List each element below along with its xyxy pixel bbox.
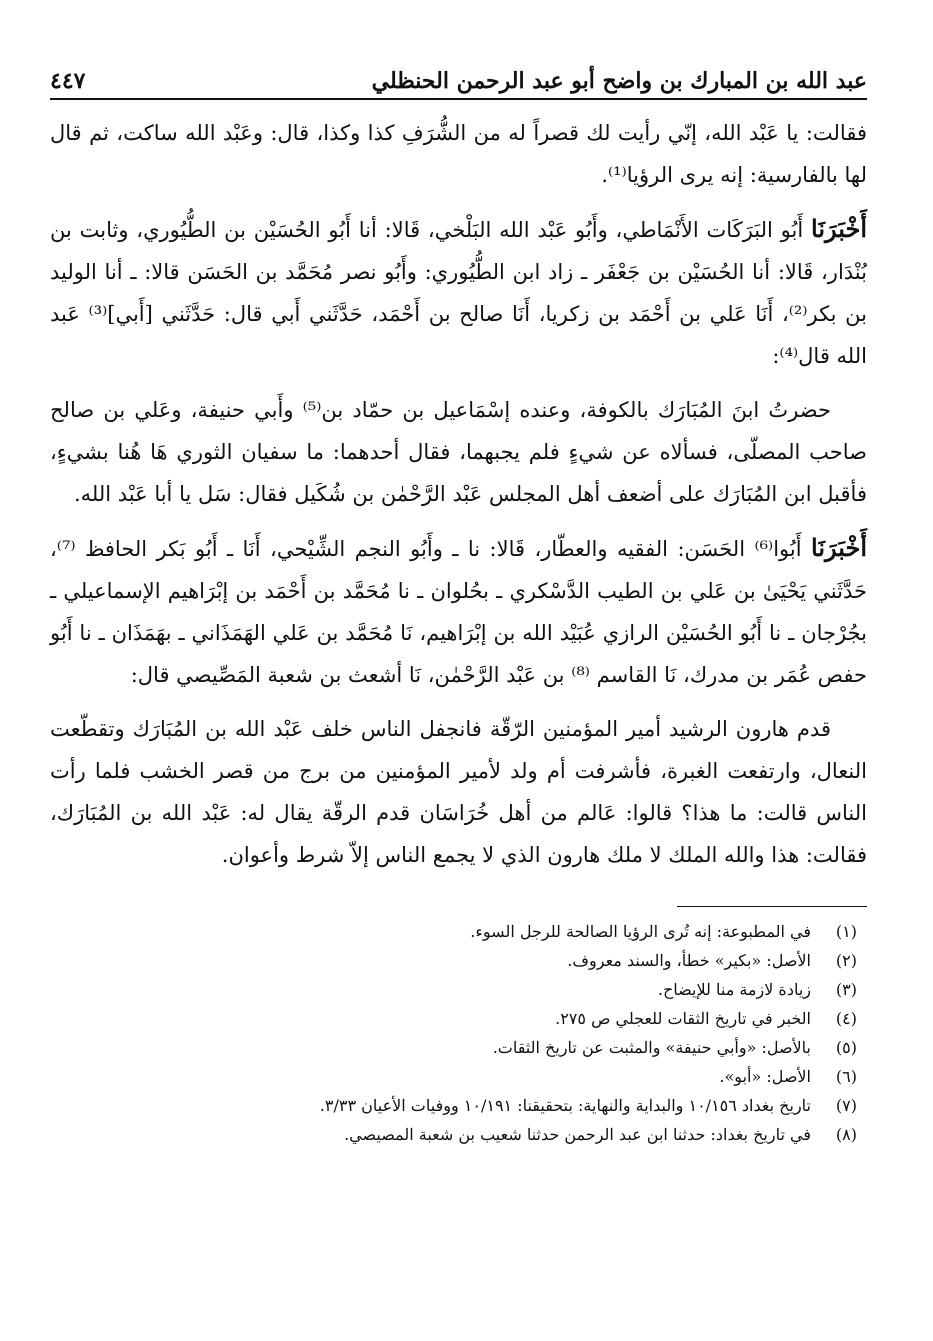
footnote — [50, 1091, 857, 1120]
footnote-text: بالأصل: «وأبي حنيفة» والمثبت عن تاريخ الثقات. — [492, 1038, 811, 1057]
footnote-number: (٦) — [835, 1067, 857, 1086]
footnote — [50, 1062, 857, 1091]
body-text — [50, 112, 867, 876]
footnote-text: الأصل: «بكير» خطأ، والسند معروف. — [567, 951, 811, 970]
footnote-text: في تاريخ بغداد: حدثنا ابن عبد الرحمن حدثنا شعيب بن شعبة المصيصي. — [344, 1125, 811, 1144]
footnote-divider — [677, 906, 867, 907]
page-number: ٤٤٧ — [50, 68, 86, 94]
footnote-number: (٣) — [835, 980, 857, 999]
footnote-text: تاريخ بغداد ١٠/١٥٦ والبداية والنهاية: بتحقيقنا: ١٠/١٩١ ووفيات الأعيان ٣/٣٣. — [319, 1096, 811, 1115]
paragraph-text: أَبُوا⁽⁶⁾ الحَسَن: الفقيه والعطّار، قَالا: نا ـ وأَبُو النجم الشِّيْحي، أَنَا ـ أَبُو بَكر الحافظ ⁽⁷⁾، حَدَّثَني يَحْيَىٰ بن عَلي بن الطيب الدَّسْكري ـ بحُلوان ـ نا مُحَمَّد بن أَحْمَد بن إبْرَاهيم الإسماعيلي ـ بجُرْجان ـ نا أَبُو الحُسَيْن الرازي عُبَيْد الله بن إبْرَاهيم، نَا مُحَمَّد بن عَلي الهَمَذَاني ـ بهَمَذَان ـ نا أَبُو حفص عُمَر بن مدرك، نَا القاسم ⁽⁸⁾ بن عَبْد الرَّحْمٰن، نَا أشعث بن شعبة المَصِّيصي قال: — [50, 537, 867, 687]
paragraph — [50, 527, 867, 696]
paragraph-text: فقالت: يا عَبْد الله، إنّي رأيت لك قصراً له من الشُّرَفِ كذا وكذا، قال: وعَبْد الله ساكت، ثم قال لها بالفارسية: إنه يرى الرؤيا⁽¹⁾. — [50, 121, 867, 187]
footnote-text: في المطبوعة: إنه تُرى الرؤيا الصالحة للرجل السوء. — [470, 922, 811, 941]
running-head — [50, 52, 867, 100]
paragraph — [50, 389, 867, 515]
paragraph — [50, 112, 867, 196]
footnote — [50, 975, 857, 1004]
footnotes — [50, 917, 867, 1149]
footnote-number: (٧) — [835, 1096, 857, 1115]
footnote-text: الخبر في تاريخ الثقات للعجلي ص ٢٧٥. — [555, 1009, 811, 1028]
paragraph-text: قدم هارون الرشيد أمير المؤمنين الرّقّة فانجفل الناس خلف عَبْد الله بن المُبَارَك وتقطّعت النعال، وارتفعت الغبرة، فأشرفت أم ولد لأمير المؤمنين من برج من قصر الخشب فلما رأت الناس قالت: ما هذا؟ قالوا: عَالم من أهل خُرَاسَان قدم الرقّة يقال له: عَبْد الله بن المُبَارَك، فقالت: هذا والله الملك لا ملك هارون الذي لا يجمع الناس إلاّ شرط وأعوان. — [50, 717, 867, 867]
paragraph-lead: أَخْبَرَنَا — [811, 533, 867, 562]
paragraph-text: أَبُو البَرَكَات الأَنْمَاطي، وأَبُو عَبْد الله البَلْخي، قَالا: أنا أَبُو الحُسَيْن بن الطُّيُوري، وثابت بن بُنْدَار، قَالا: أنا الحُسَيْن بن جَعْفَر ـ زاد ابن الطُّيُوري: وأَبُو نصر مُحَمَّد بن الحَسَن قالا: ـ أنا الوليد بن بكر⁽²⁾، أَنَا عَلي بن أَحْمَد بن زكريا، أَنَا صالح بن أَحْمَد، حَدَّثَني أَبي قال: حَدَّثَني [أَبي]⁽³⁾ عَبد الله قال⁽⁴⁾: — [50, 218, 867, 368]
footnote-text: زيادة لازمة منا للإيضاح. — [657, 980, 811, 999]
footnote — [50, 946, 857, 975]
footnote-number: (٤) — [835, 1009, 857, 1028]
footnote-number: (٥) — [835, 1038, 857, 1057]
footnote — [50, 1033, 857, 1062]
footnote-number: (٨) — [835, 1125, 857, 1144]
footnote-text: الأصل: «أبو». — [719, 1067, 811, 1086]
footnote-number: (٢) — [835, 951, 857, 970]
running-title: عبد الله بن المبارك بن واضح أبو عبد الرحمن الحنظلي — [371, 68, 867, 94]
footnote — [50, 1004, 857, 1033]
paragraph — [50, 708, 867, 876]
footnote-number: (١) — [835, 922, 857, 941]
footnote — [50, 917, 857, 946]
paragraph — [50, 208, 867, 377]
footnote — [50, 1120, 857, 1149]
paragraph-text: حضرتُ ابنَ المُبَارَك بالكوفة، وعنده إسْمَاعيل بن حمّاد بن⁽⁵⁾ وأَبي حنيفة، وعَلي بن صالح صاحب المصلّى، فسألاه عن شيءٍ فلم يجبهما، فقال أحدهما: ما سفيان الثوري هَا هُنا بشيءٍ، فأقبل ابن المُبَارَك على أضعف أهل المجلس عَبْد الرَّحْمٰن بن شُكَيل فقال: سَل يا أبا عَبْد الله. — [50, 398, 867, 506]
paragraph-lead: أَخْبَرَنَا — [811, 214, 867, 243]
